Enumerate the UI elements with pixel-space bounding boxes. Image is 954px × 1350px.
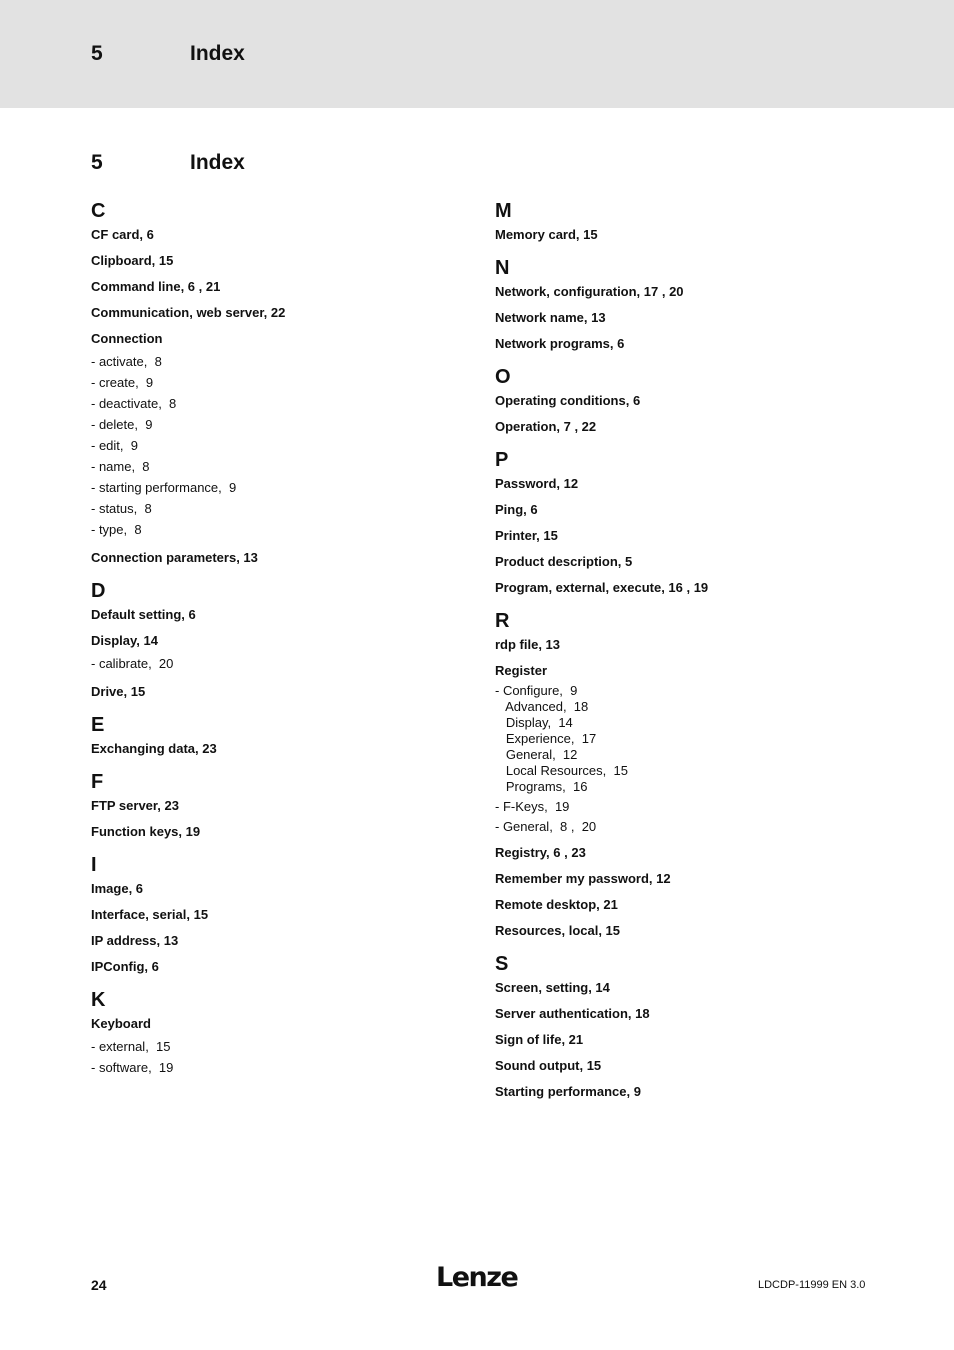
index-letter: N	[495, 257, 510, 279]
index-right-column	[495, 199, 895, 1113]
index-letter: R	[495, 610, 510, 632]
section-title: Index	[190, 151, 245, 174]
index-subentries	[495, 683, 895, 835]
index-entry: Display, 14	[91, 633, 158, 648]
index-entry: Password, 12	[495, 476, 579, 491]
index-group-o	[495, 365, 895, 435]
index-entry: Default setting, 6	[91, 607, 196, 622]
index-entry: Sign of life, 21	[495, 1032, 584, 1047]
index-group-f	[91, 770, 491, 840]
index-entry: Command line, 6 , 21	[91, 279, 221, 294]
index-entry: Memory card, 15	[495, 227, 598, 242]
page-number: 24	[91, 1277, 107, 1293]
index-group-c	[91, 199, 491, 566]
index-subentries	[91, 653, 491, 674]
index-entry: Keyboard	[91, 1016, 151, 1031]
index-entry: IP address, 13	[91, 933, 179, 948]
index-letter: E	[91, 714, 105, 736]
index-entry: Sound output, 15	[495, 1058, 602, 1073]
index-entry: Screen, setting, 14	[495, 980, 610, 995]
index-entry: Remote desktop, 21	[495, 897, 618, 912]
index-entry: Program, external, execute, 16 , 19	[495, 580, 709, 595]
index-subentry: - type, 8	[91, 522, 142, 537]
index-subentry: - starting performance, 9	[91, 480, 237, 495]
index-subentry: - status, 8	[91, 501, 152, 516]
index-entry: Communication, web server, 22	[91, 305, 286, 320]
index-group-e	[91, 713, 491, 757]
index-subentries	[91, 351, 491, 540]
index-entry: Image, 6	[91, 881, 144, 896]
index-letter: O	[495, 366, 511, 388]
index-subentry: - edit, 9	[91, 438, 138, 453]
header-chapter-number: 5	[91, 42, 103, 65]
document-id: LDCDP-11999 EN 3.0	[758, 1279, 866, 1291]
index-subentry: - create, 9	[91, 375, 154, 390]
index-entry: Server authentication, 18	[495, 1006, 650, 1021]
index-entry: CF card, 6	[91, 227, 154, 242]
index-group-p	[495, 448, 895, 596]
index-entry: Registry, 6 , 23	[495, 845, 586, 860]
index-letter: F	[91, 771, 104, 793]
index-letter: I	[91, 854, 97, 876]
index-subentry: - delete, 9	[91, 417, 153, 432]
index-subentry: - Configure, 9	[495, 683, 578, 698]
index-subentry: - activate, 8	[91, 354, 162, 369]
index-subentry: Programs, 16	[495, 779, 588, 794]
index-group-n	[495, 256, 895, 352]
index-letter: D	[91, 580, 106, 602]
index-letter: S	[495, 953, 509, 975]
index-subentry: - software, 19	[91, 1060, 174, 1075]
index-group-d	[91, 579, 491, 700]
index-group-i	[91, 853, 491, 975]
index-entry: IPConfig, 6	[91, 959, 159, 974]
index-entry: Clipboard, 15	[91, 253, 174, 268]
index-subentry: - deactivate, 8	[91, 396, 177, 411]
index-group-m	[495, 199, 895, 243]
index-subentry: Local Resources, 15	[495, 763, 628, 778]
index-subentry: - F-Keys, 19	[495, 799, 570, 814]
index-entry: Network name, 13	[495, 310, 606, 325]
index-entry: Exchanging data, 23	[91, 741, 217, 756]
header-chapter-title: Index	[190, 42, 245, 65]
index-group-k	[91, 988, 491, 1078]
lenze-logo: Lenze	[436, 1262, 518, 1293]
index-group-r	[495, 609, 895, 939]
index-letter: P	[495, 449, 509, 471]
index-entry: Remember my password, 12	[495, 871, 671, 886]
index-entry: Interface, serial, 15	[91, 907, 209, 922]
index-entry: Starting performance, 9	[495, 1084, 641, 1099]
index-entry: Ping, 6	[495, 502, 538, 517]
index-entry: Operating conditions, 6	[495, 393, 641, 408]
section-number: 5	[91, 151, 103, 174]
index-subentry: - General, 8 , 20	[495, 819, 597, 834]
index-entry: Connection parameters, 13	[91, 550, 258, 565]
index-group-s	[495, 952, 895, 1100]
header-band	[0, 0, 954, 108]
index-subentry: - calibrate, 20	[91, 656, 174, 671]
index-entry: FTP server, 23	[91, 798, 179, 813]
index-entry: Network programs, 6	[495, 336, 625, 351]
index-subentry: Advanced, 18	[495, 699, 589, 714]
index-entry: Function keys, 19	[91, 824, 201, 839]
index-subentry: General, 12	[495, 747, 578, 762]
index-entry: Register	[495, 663, 548, 678]
index-entry: Connection	[91, 331, 163, 346]
index-subentry: - name, 8	[91, 459, 150, 474]
index-entry: Product description, 5	[495, 554, 633, 569]
index-entry: Operation, 7 , 22	[495, 419, 597, 434]
index-entry: Printer, 15	[495, 528, 558, 543]
index-letter: C	[91, 200, 106, 222]
index-subentry: Display, 14	[495, 715, 573, 730]
index-entry: Resources, local, 15	[495, 923, 621, 938]
index-subentries	[91, 1036, 491, 1078]
index-entry: rdp file, 13	[495, 637, 561, 652]
index-left-column	[91, 199, 491, 1091]
index-subentry: - external, 15	[91, 1039, 171, 1054]
index-letter: M	[495, 200, 512, 222]
index-entry: Drive, 15	[91, 684, 146, 699]
index-letter: K	[91, 989, 106, 1011]
index-subentry: Experience, 17	[495, 731, 597, 746]
index-entry: Network, configuration, 17 , 20	[495, 284, 684, 299]
